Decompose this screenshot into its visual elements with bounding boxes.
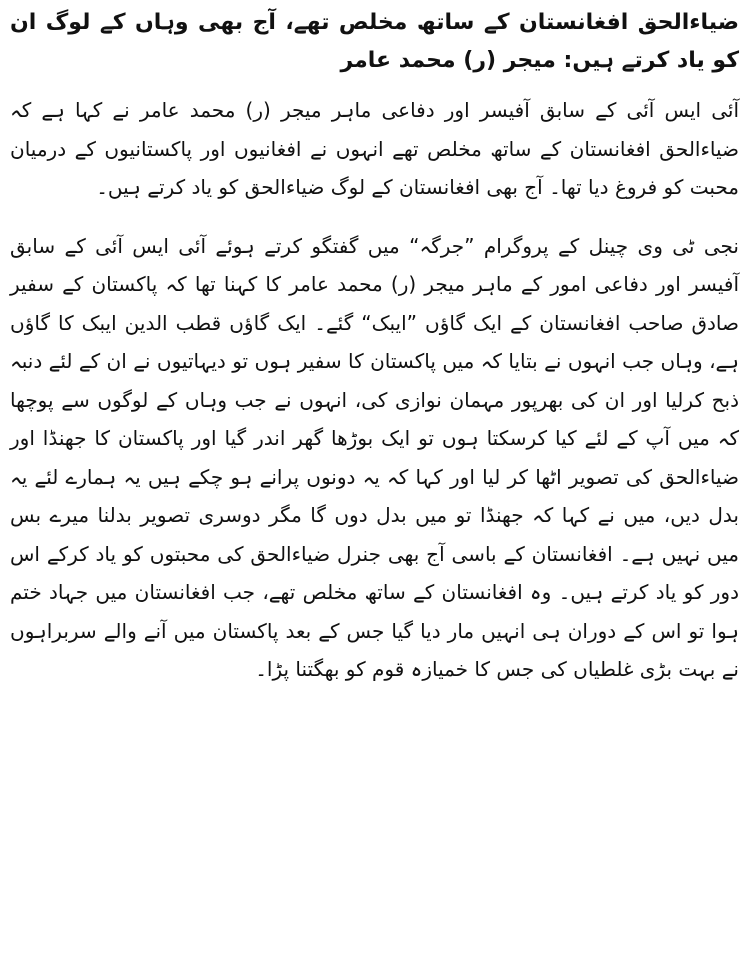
- article-headline: ضیاءالحق افغانستان کے ساتھ مخلص تھے، آج بھی وہاں کے لوگ ان کو یاد کرتے ہیں: میجر (ر) محمد عامر: [10, 10, 739, 73]
- article-paragraph-body: نجی ٹی وی چینل کے پروگرام ”جرگہ“ میں گفتگو کرتے ہوئے آئی ایس آئی کے سابق آفیسر اور دفاعی امور کے ماہر میجر (ر) محمد عامر کا کہنا تھا کہ پاکستان کے سفیر صادق صاحب افغانستان کے ایک گاؤں ”ایبک“ گئے۔ ایک گاؤں قطب الدین ایبک کا گاؤں ہے، وہاں جب انہوں نے بتایا کہ میں پاکستان کا سفیر ہوں تو دیہاتیوں نے ان کے لئے دنبہ ذبح کرلیا اور ان کی بھرپور مہمان نوازی کی، انہوں نے جب وہاں کے لوگوں سے پوچھا کہ میں آپ کے لئے کیا کرسکتا ہوں تو ایک بوڑھا گھر اندر گیا اور پاکستان کا جھنڈا اور ضیاءالحق کی تصویر اٹھا کر لیا اور کہا کہ یہ دونوں پرانے ہو چکے ہیں یہ ہمارے لئے یہ بدل دیں، میں نے کہا کہ جھنڈا تو میں بدل دوں گا مگر دوسری تصویر بدلنا میرے بس میں نہیں ہے۔ افغانستان کے باسی آج بھی جنرل ضیاءالحق کی محبتوں کو یاد کرکے اس دور کو یاد کرتے ہیں۔ وہ افغانستان کے ساتھ مخلص تھے، جب افغانستان میں جہاد ختم ہوا تو اس کے دوران ہی انہیں مار دیا گیا جس کے بعد پاکستان میں آنے والے سربراہوں نے بہت بڑی غلطیاں کی جس کا خمیازہ قوم کو بھگتنا پڑا۔: [10, 233, 739, 681]
- article-paragraph-intro: آئی ایس آئی کے سابق آفیسر اور دفاعی ماہر میجر (ر) محمد عامر نے کہا ہے کہ ضیاءالحق افغانستان کے ساتھ مخلص تھے انہوں نے افغانیوں اور پاکستانیوں کے درمیان محبت کو فروغ دیا تھا۔ آج بھی افغانستان کے لوگ ضیاءالحق کو یاد کرتے ہیں۔: [10, 98, 739, 199]
